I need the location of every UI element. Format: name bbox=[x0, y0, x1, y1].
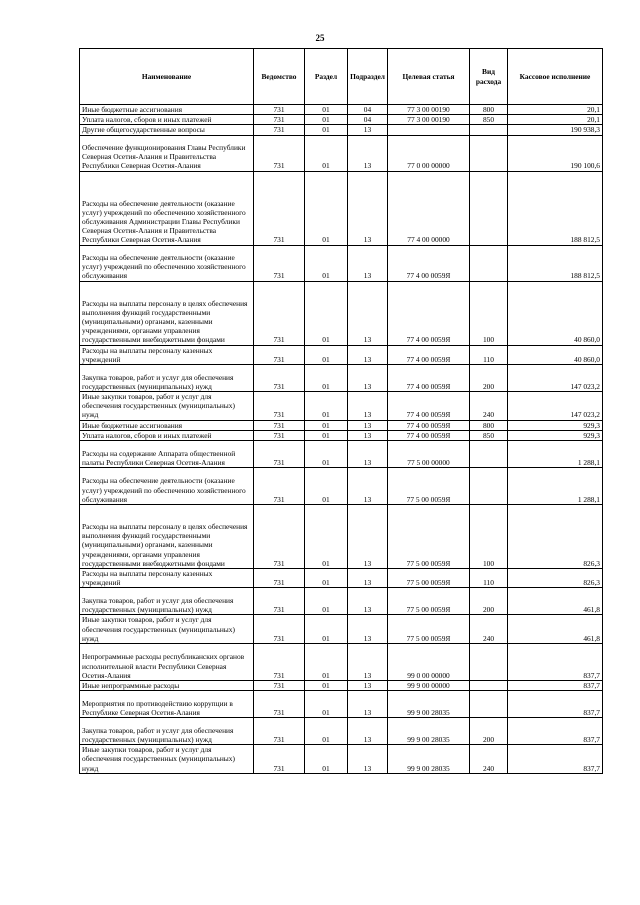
table-row bbox=[80, 245, 603, 281]
row-dept: 731 bbox=[254, 430, 305, 440]
row-dept: 731 bbox=[254, 420, 305, 430]
row-type: 240 bbox=[470, 745, 508, 774]
header-type: Вид расхода bbox=[470, 49, 508, 105]
row-subsection: 13 bbox=[348, 365, 388, 392]
row-subsection: 13 bbox=[348, 171, 388, 245]
row-section: 01 bbox=[305, 135, 348, 171]
table-row bbox=[80, 588, 603, 615]
row-amount: 20,1 bbox=[508, 105, 603, 115]
row-amount: 461,8 bbox=[508, 615, 603, 644]
table-row bbox=[80, 345, 603, 364]
row-type: 850 bbox=[470, 115, 508, 125]
page-number: 25 bbox=[315, 33, 325, 43]
row-amount: 40 860,0 bbox=[508, 281, 603, 345]
row-name: Расходы на обеспечение деятельности (оказание услуг) учреждений по обеспечению хозяйственного обслуживания Администрации Главы Республики Северная Осетия-Алания и Правительства Республики Северная Осетия-Алания bbox=[80, 171, 254, 245]
row-article: 77 3 00 00190 bbox=[388, 105, 470, 115]
row-article: 77 5 00 0059Я bbox=[388, 615, 470, 644]
row-subsection: 13 bbox=[348, 125, 388, 135]
table-row bbox=[80, 135, 603, 171]
row-section: 01 bbox=[305, 365, 348, 392]
row-subsection: 04 bbox=[348, 105, 388, 115]
row-section: 01 bbox=[305, 420, 348, 430]
row-name: Мероприятия по противодействию коррупции в Республике Северная Осетия-Алания bbox=[80, 691, 254, 718]
row-name: Расходы на содержание Аппарата общественной палаты Республики Северная Осетия-Алания bbox=[80, 441, 254, 468]
row-dept: 731 bbox=[254, 281, 305, 345]
row-subsection: 13 bbox=[348, 588, 388, 615]
row-section: 01 bbox=[305, 345, 348, 364]
row-article: 77 4 00 0059Я bbox=[388, 392, 470, 421]
row-amount: 837,7 bbox=[508, 718, 603, 745]
row-dept: 731 bbox=[254, 588, 305, 615]
row-article: 77 5 00 0059Я bbox=[388, 505, 470, 569]
row-article: 77 5 00 0059Я bbox=[388, 588, 470, 615]
row-section: 01 bbox=[305, 105, 348, 115]
row-article: 77 5 00 0059Я bbox=[388, 468, 470, 505]
row-amount: 190 938,3 bbox=[508, 125, 603, 135]
row-amount: 40 860,0 bbox=[508, 345, 603, 364]
row-name: Иные бюджетные ассигнования bbox=[80, 420, 254, 430]
table-row bbox=[80, 569, 603, 588]
row-name: Закупка товаров, работ и услуг для обеспечения государственных (муниципальных) нужд bbox=[80, 588, 254, 615]
row-name: Расходы на выплаты персоналу казенных учреждений bbox=[80, 345, 254, 364]
row-section: 01 bbox=[305, 281, 348, 345]
row-name: Расходы на выплаты персоналу казенных учреждений bbox=[80, 569, 254, 588]
row-section: 01 bbox=[305, 691, 348, 718]
row-type bbox=[470, 441, 508, 468]
row-amount: 20,1 bbox=[508, 115, 603, 125]
row-subsection: 13 bbox=[348, 468, 388, 505]
table-row bbox=[80, 392, 603, 421]
row-type bbox=[470, 171, 508, 245]
row-subsection: 13 bbox=[348, 245, 388, 281]
row-amount: 147 023,2 bbox=[508, 392, 603, 421]
table-row bbox=[80, 644, 603, 681]
row-article: 77 0 00 00000 bbox=[388, 135, 470, 171]
row-amount: 929,3 bbox=[508, 420, 603, 430]
row-name: Уплата налогов, сборов и иных платежей bbox=[80, 430, 254, 440]
row-subsection: 13 bbox=[348, 615, 388, 644]
row-dept: 731 bbox=[254, 644, 305, 681]
row-dept: 731 bbox=[254, 171, 305, 245]
row-dept: 731 bbox=[254, 135, 305, 171]
row-type: 110 bbox=[470, 345, 508, 364]
row-section: 01 bbox=[305, 392, 348, 421]
row-subsection: 13 bbox=[348, 392, 388, 421]
table-header-row bbox=[80, 49, 603, 105]
row-type: 200 bbox=[470, 588, 508, 615]
table-row bbox=[80, 745, 603, 774]
row-amount: 837,7 bbox=[508, 644, 603, 681]
row-subsection: 13 bbox=[348, 135, 388, 171]
row-section: 01 bbox=[305, 171, 348, 245]
row-dept: 731 bbox=[254, 691, 305, 718]
row-type: 200 bbox=[470, 718, 508, 745]
row-section: 01 bbox=[305, 745, 348, 774]
row-type bbox=[470, 644, 508, 681]
table-row bbox=[80, 468, 603, 505]
row-type: 240 bbox=[470, 392, 508, 421]
row-dept: 731 bbox=[254, 441, 305, 468]
row-amount: 1 288,1 bbox=[508, 441, 603, 468]
row-name: Обеспечение функционирования Главы Республики Северная Осетия-Алания и Правительства Республики Северная Осетия-Алания bbox=[80, 135, 254, 171]
header-section: Раздел bbox=[305, 49, 348, 105]
row-amount: 826,3 bbox=[508, 569, 603, 588]
row-amount: 188 812,5 bbox=[508, 171, 603, 245]
row-section: 01 bbox=[305, 588, 348, 615]
row-dept: 731 bbox=[254, 365, 305, 392]
row-name: Расходы на обеспечение деятельности (оказание услуг) учреждений по обеспечению хозяйственного обслуживания bbox=[80, 245, 254, 281]
row-name: Уплата налогов, сборов и иных платежей bbox=[80, 115, 254, 125]
row-section: 01 bbox=[305, 569, 348, 588]
row-name: Иные закупки товаров, работ и услуг для обеспечения государственных (муниципальных) нужд bbox=[80, 392, 254, 421]
table-row bbox=[80, 281, 603, 345]
row-dept: 731 bbox=[254, 681, 305, 691]
row-type: 110 bbox=[470, 569, 508, 588]
row-amount: 826,3 bbox=[508, 505, 603, 569]
row-amount: 837,7 bbox=[508, 745, 603, 774]
row-article: 77 5 00 00000 bbox=[388, 441, 470, 468]
row-name: Закупка товаров, работ и услуг для обеспечения государственных (муниципальных) нужд bbox=[80, 718, 254, 745]
row-dept: 731 bbox=[254, 745, 305, 774]
row-section: 01 bbox=[305, 115, 348, 125]
row-name: Расходы на выплаты персоналу в целях обеспечения выполнения функций государственными (муниципальными) органами, казенными учреждениями, органами управления государственными внебюджетными фондами bbox=[80, 281, 254, 345]
header-name: Наименование bbox=[80, 49, 254, 105]
row-article: 77 5 00 0059Я bbox=[388, 569, 470, 588]
row-amount: 147 023,2 bbox=[508, 365, 603, 392]
table-row bbox=[80, 441, 603, 468]
row-section: 01 bbox=[305, 681, 348, 691]
row-dept: 731 bbox=[254, 505, 305, 569]
row-section: 01 bbox=[305, 125, 348, 135]
budget-table bbox=[79, 48, 603, 774]
table-row bbox=[80, 125, 603, 135]
row-dept: 731 bbox=[254, 468, 305, 505]
header-amount: Кассовое исполнение bbox=[508, 49, 603, 105]
row-subsection: 13 bbox=[348, 430, 388, 440]
row-dept: 731 bbox=[254, 125, 305, 135]
row-name: Расходы на обеспечение деятельности (оказание услуг) учреждений по обеспечению хозяйственного обслуживания bbox=[80, 468, 254, 505]
table-row bbox=[80, 691, 603, 718]
row-dept: 731 bbox=[254, 105, 305, 115]
row-amount: 1 288,1 bbox=[508, 468, 603, 505]
row-type: 100 bbox=[470, 281, 508, 345]
header-dept: Ведомство bbox=[254, 49, 305, 105]
table-row bbox=[80, 365, 603, 392]
row-section: 01 bbox=[305, 441, 348, 468]
row-section: 01 bbox=[305, 245, 348, 281]
row-subsection: 04 bbox=[348, 115, 388, 125]
table-row bbox=[80, 718, 603, 745]
row-name: Расходы на выплаты персоналу в целях обеспечения выполнения функций государственными (муниципальными) органами, казенными учреждениями, органами управления государственными внебюджетными фондами bbox=[80, 505, 254, 569]
header-subsection: Подраздел bbox=[348, 49, 388, 105]
row-name: Непрограммные расходы республиканских органов исполнительной власти Республики Северная Осетия-Алания bbox=[80, 644, 254, 681]
row-subsection: 13 bbox=[348, 441, 388, 468]
table-row bbox=[80, 615, 603, 644]
row-subsection: 13 bbox=[348, 569, 388, 588]
row-subsection: 13 bbox=[348, 681, 388, 691]
row-section: 01 bbox=[305, 430, 348, 440]
row-dept: 731 bbox=[254, 615, 305, 644]
row-subsection: 13 bbox=[348, 691, 388, 718]
table-row bbox=[80, 430, 603, 440]
row-article: 77 3 00 00190 bbox=[388, 115, 470, 125]
row-article bbox=[388, 125, 470, 135]
row-article: 77 4 00 0059Я bbox=[388, 281, 470, 345]
table-row bbox=[80, 681, 603, 691]
row-section: 01 bbox=[305, 644, 348, 681]
row-dept: 731 bbox=[254, 569, 305, 588]
table-row bbox=[80, 505, 603, 569]
row-type bbox=[470, 125, 508, 135]
row-amount: 188 812,5 bbox=[508, 245, 603, 281]
row-type: 850 bbox=[470, 430, 508, 440]
row-name: Иные закупки товаров, работ и услуг для обеспечения государственных (муниципальных) нужд bbox=[80, 615, 254, 644]
row-type: 800 bbox=[470, 105, 508, 115]
row-subsection: 13 bbox=[348, 420, 388, 430]
row-subsection: 13 bbox=[348, 345, 388, 364]
row-dept: 731 bbox=[254, 345, 305, 364]
row-article: 77 4 00 0059Я bbox=[388, 430, 470, 440]
row-name: Иные бюджетные ассигнования bbox=[80, 105, 254, 115]
row-type: 240 bbox=[470, 615, 508, 644]
row-name: Другие общегосударственные вопросы bbox=[80, 125, 254, 135]
row-article: 77 4 00 00000 bbox=[388, 171, 470, 245]
row-section: 01 bbox=[305, 718, 348, 745]
row-section: 01 bbox=[305, 615, 348, 644]
row-article: 99 9 00 28035 bbox=[388, 745, 470, 774]
row-type: 800 bbox=[470, 420, 508, 430]
row-article: 99 9 00 28035 bbox=[388, 718, 470, 745]
row-subsection: 13 bbox=[348, 505, 388, 569]
row-type bbox=[470, 135, 508, 171]
row-article: 77 4 00 0059Я bbox=[388, 345, 470, 364]
row-amount: 190 100,6 bbox=[508, 135, 603, 171]
row-section: 01 bbox=[305, 468, 348, 505]
row-dept: 731 bbox=[254, 245, 305, 281]
table-row bbox=[80, 420, 603, 430]
row-name: Иные непрограммные расходы bbox=[80, 681, 254, 691]
row-article: 99 9 00 28035 bbox=[388, 691, 470, 718]
row-type bbox=[470, 468, 508, 505]
table-row bbox=[80, 105, 603, 115]
row-amount: 461,8 bbox=[508, 588, 603, 615]
row-amount: 837,7 bbox=[508, 681, 603, 691]
row-article: 77 4 00 0059Я bbox=[388, 420, 470, 430]
row-dept: 731 bbox=[254, 115, 305, 125]
row-amount: 929,3 bbox=[508, 430, 603, 440]
row-type: 200 bbox=[470, 365, 508, 392]
row-article: 77 4 00 0059Я bbox=[388, 245, 470, 281]
table-row bbox=[80, 115, 603, 125]
row-type bbox=[470, 681, 508, 691]
row-subsection: 13 bbox=[348, 718, 388, 745]
row-dept: 731 bbox=[254, 392, 305, 421]
row-type bbox=[470, 691, 508, 718]
row-article: 99 0 00 00000 bbox=[388, 644, 470, 681]
row-name: Иные закупки товаров, работ и услуг для обеспечения государственных (муниципальных) нужд bbox=[80, 745, 254, 774]
header-article: Целевая статья bbox=[388, 49, 470, 105]
row-article: 77 4 00 0059Я bbox=[388, 365, 470, 392]
row-subsection: 13 bbox=[348, 745, 388, 774]
row-name: Закупка товаров, работ и услуг для обеспечения государственных (муниципальных) нужд bbox=[80, 365, 254, 392]
row-article: 99 9 00 00000 bbox=[388, 681, 470, 691]
row-amount: 837,7 bbox=[508, 691, 603, 718]
row-type: 100 bbox=[470, 505, 508, 569]
row-type bbox=[470, 245, 508, 281]
table-row bbox=[80, 171, 603, 245]
row-section: 01 bbox=[305, 505, 348, 569]
row-dept: 731 bbox=[254, 718, 305, 745]
row-subsection: 13 bbox=[348, 644, 388, 681]
row-subsection: 13 bbox=[348, 281, 388, 345]
